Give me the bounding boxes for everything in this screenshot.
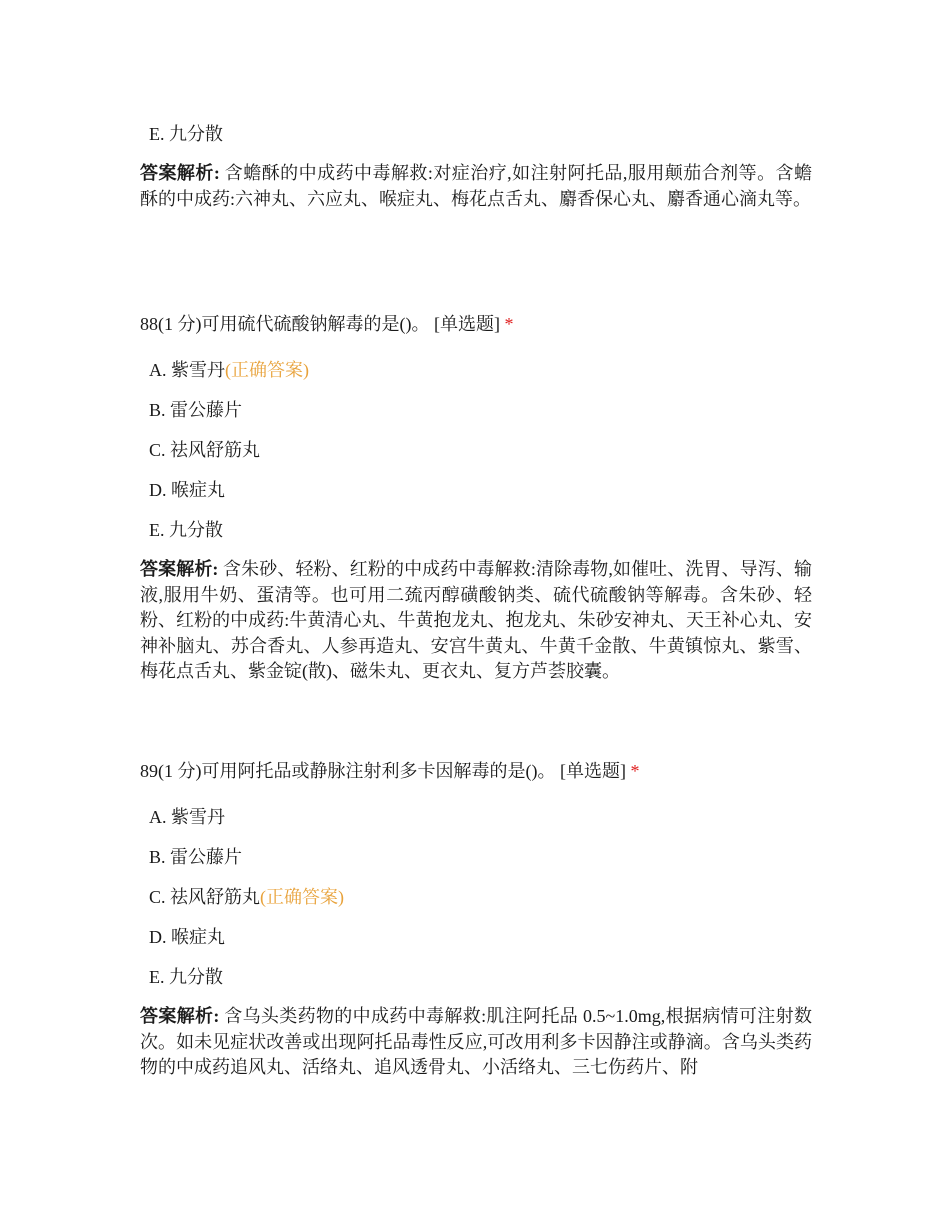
question-89-title <box>140 759 639 783</box>
q89-option-e <box>149 965 223 989</box>
analysis-label: 答案解析: <box>140 559 219 579</box>
required-mark: * <box>630 761 640 781</box>
option-text: A. 紫雪丹 <box>149 807 225 827</box>
correct-answer-tag: (正确答案) <box>225 360 309 380</box>
required-mark: * <box>504 314 514 334</box>
q89-option-a <box>149 805 225 829</box>
q88-option-b <box>149 398 242 422</box>
analysis-text: 含蟾酥的中成药中毒解救:对症治疗,如注射阿托品,服用颠茄合剂等。含蟾酥的中成药:六神丸、六应丸、喉症丸、梅花点舌丸、麝香保心丸、麝香通心滴丸等。 <box>140 163 812 209</box>
q88-option-c <box>149 438 260 462</box>
option-text: A. 紫雪丹 <box>149 360 225 380</box>
question-88-title <box>140 312 513 336</box>
analysis-label: 答案解析: <box>140 1006 220 1026</box>
q88-answer-analysis <box>140 557 812 685</box>
option-text: E. 九分散 <box>149 520 223 540</box>
option-text: B. 雷公藤片 <box>149 400 243 420</box>
q89-option-c <box>149 885 344 909</box>
correct-answer-tag: (正确答案) <box>260 887 345 907</box>
option-text: B. 雷公藤片 <box>149 847 243 867</box>
prev-option-e <box>149 122 223 146</box>
prev-answer-analysis <box>140 161 812 212</box>
option-text: C. 祛风舒筋丸 <box>149 887 261 907</box>
analysis-text: 含乌头类药物的中成药中毒解救:肌注阿托品 0.5~1.0mg,根据病情可注射数次。如未见症状改善或出现阿托品毒性反应,可改用利多卡因静注或静滴。含乌头类药物的中成药追风丸、活络丸、追风透骨丸、小活络丸、三七伤药片、附 <box>140 1006 812 1077</box>
q89-option-d <box>149 925 225 949</box>
option-text: C. 祛风舒筋丸 <box>149 440 261 460</box>
analysis-text: 含朱砂、轻粉、红粉的中成药中毒解救:清除毒物,如催吐、洗胃、导泻、输液,服用牛奶、蛋清等。也可用二巯丙醇磺酸钠类、硫代硫酸钠等解毒。含朱砂、轻粉、红粉的中成药:牛黄清心丸、牛黄抱龙丸、抱龙丸、朱砂安神丸、天王补心丸、安神补脑丸、苏合香丸、人参再造丸、安宫牛黄丸、牛黄千金散、牛黄镇惊丸、紫雪、梅花点舌丸、紫金锭(散)、磁朱丸、更衣丸、复方芦荟胶囊。 <box>140 559 812 681</box>
q88-option-d <box>149 478 225 502</box>
option-text: D. 喉症丸 <box>149 927 225 947</box>
q88-option-a <box>149 358 309 382</box>
option-text: E. 九分散 <box>149 967 223 987</box>
option-text: E. 九分散 <box>149 124 223 144</box>
question-text: 89(1 分)可用阿托品或静脉注射利多卡因解毒的是()。 [单选题] <box>140 761 626 781</box>
option-text: D. 喉症丸 <box>149 480 225 500</box>
q89-answer-analysis <box>140 1004 812 1081</box>
q88-option-e <box>149 518 223 542</box>
question-text: 88(1 分)可用硫代硫酸钠解毒的是()。 [单选题] <box>140 314 500 334</box>
q89-option-b <box>149 845 242 869</box>
analysis-label: 答案解析: <box>140 163 220 183</box>
